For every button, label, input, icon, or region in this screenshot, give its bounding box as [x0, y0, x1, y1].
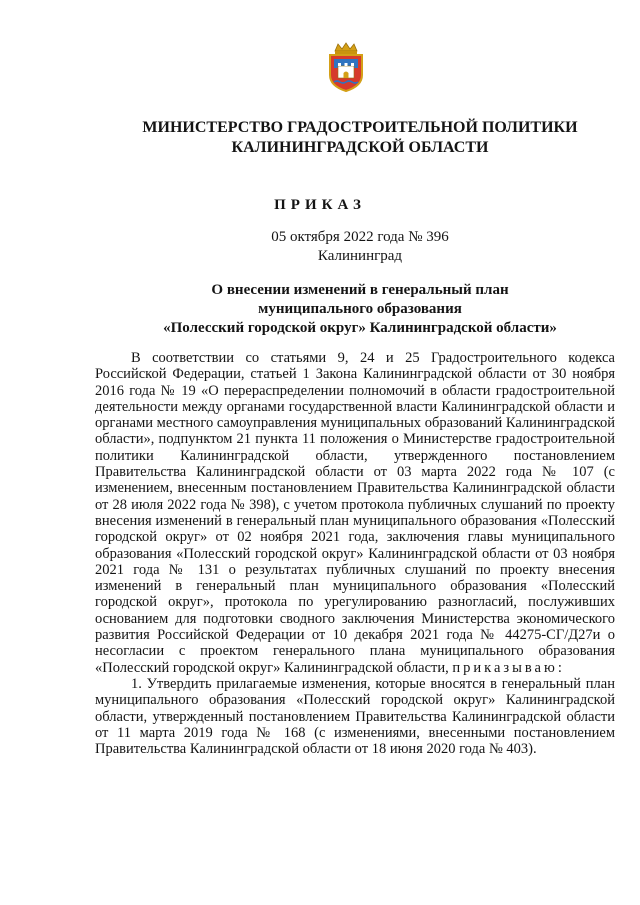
order-title: ПРИКАЗ: [274, 197, 366, 213]
order-subject: [80, 281, 640, 338]
order-city: Калининград: [317, 248, 403, 264]
body-paragraph-1: [95, 350, 615, 676]
coat-of-arms-icon: [327, 42, 365, 92]
body-paragraph-2: 1. Утвердить прилагаемые изменения, которые вносятся в генеральный план муниципального образования «Полесский городской округ» Калининградской области, утвержденный постановлением Правительства Калининградской области от 11 марта 2019 года № 168 (с изменениями, внесенными постановлением Правительства Калининградской области от 18 июня 2020 года № 403).: [95, 675, 615, 758]
order-meta: [80, 228, 640, 266]
order-body: [95, 350, 615, 757]
subject-line-3: «Полесский городской округ» Калининградской области»: [163, 320, 557, 336]
order-directive-word: приказываю:: [452, 659, 565, 676]
body-paragraph-1-text: В соответствии со статьями 9, 24 и 25 Градостроительного кодекса Российской Федерации, статьей 1 Закона Калининградской области от 30 ноября 2016 года № 19 «О перераспределении полномочий в области градостроительной деятельности между органами государственной власти Калининградской области и органами местного самоуправления муниципальных образований Калининградской области», подпунктом 21 пункта 11 положения о Министерстве градостроительной политики Калининградской области, утвержденного постановлением Правительства Калининградской области от 03 марта 2022 года № 107 (с изменением, внесенным постановлением Правительства Калининградской области от 28 июля 2022 года № 398), с учетом протокола публичных слушаний по проекту внесения изменений в генеральный план муниципального образования «Полесский городской округ» от 02 ноября 2021 года, заключения главы муниципального образования «Полесский городской округ» Калининградской области от 03 ноября 2021 года № 131 о результатах публичных слушаний по проекту внесения изменений в генеральный план муниципального образования «Полесский городской округ», протокола по урегулированию разногласий, послуживших основанием для подготовки сводного заключения Министерства экономического развития Российской Федерации от 10 декабря 2021 года № 44275-СГ/Д27и о несогласии с проектом генерального плана муниципального образования «Полесский городской округ» Калининградской области,: [95, 350, 615, 676]
subject-line-2: муниципального образования: [258, 301, 462, 317]
ministry-line-2: КАЛИНИНГРАДСКОЙ ОБЛАСТИ: [231, 139, 489, 156]
ministry-line-1: МИНИСТЕРСТВО ГРАДОСТРОИТЕЛЬНОЙ ПОЛИТИКИ: [142, 119, 578, 136]
subject-line-1: О внесении изменений в генеральный план: [211, 282, 509, 298]
order-date-number: 05 октября 2022 года № 396: [271, 229, 449, 245]
ministry-header: [80, 118, 640, 158]
